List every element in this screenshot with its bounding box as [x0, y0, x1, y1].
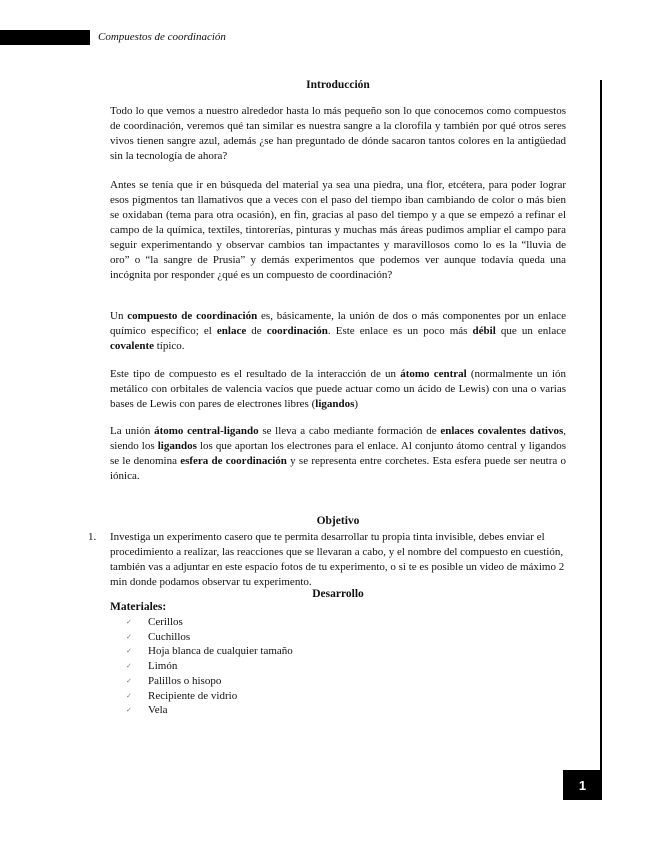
objective-list	[88, 530, 566, 590]
list-item	[126, 644, 293, 659]
header-bar	[0, 30, 90, 45]
list-item	[126, 630, 293, 645]
intro-heading: Introducción	[306, 79, 370, 91]
bold-term: enlaces covalentes dativos	[440, 425, 564, 437]
text-run: Este tipo de compuesto es el resultado de la interacción de un	[110, 368, 401, 380]
intro-paragraph-4	[110, 367, 566, 412]
list-item	[126, 615, 293, 630]
text-run: es, básicamente, la unión de dos o más componentes por un enlace químico específico; el	[110, 310, 566, 337]
margin-rule	[600, 80, 602, 770]
text-run: típico.	[153, 340, 185, 352]
material-text: Vela	[148, 704, 168, 717]
header-title: Compuestos de coordinación	[98, 31, 226, 43]
material-text: Hoja blanca de cualquier tamaño	[148, 645, 293, 658]
bold-term: ligandos	[315, 398, 355, 410]
list-item	[126, 674, 293, 689]
text-run: (normalmente un ión metálico con orbitales de valencia vacíos que puede actuar como un ácido de Lewis) con una o varias bases de Lewis con pares de electrones libres (	[110, 368, 567, 410]
list-item	[126, 659, 293, 674]
text-run: La unión	[110, 425, 155, 437]
bold-term: enlace	[216, 325, 247, 337]
bold-term: ligandos	[157, 440, 197, 452]
bullet-icon: ✓	[126, 632, 132, 641]
objective-item: Investiga un experimento casero que te permita desarrollar tu propia tinta invisible, debes enviar el procedimiento a realizar, las reacciones que se llevaran a cabo, y el nombre del compuesto en cuestión, también vas a adjuntar en este espacio fotos de tu experimento, o si te es posible un video de máximo 2 min donde podamos observar tu experimento.	[110, 531, 565, 588]
bullet-icon: ✓	[126, 662, 132, 671]
material-text: Palillos o hisopo	[148, 674, 222, 687]
text-run: los que aportan los electrones para el enlace. Al conjunto átomo central y ligandos se le denomina	[110, 440, 566, 467]
objective-heading: Objetivo	[316, 515, 360, 527]
list-number: 1.	[88, 531, 97, 543]
bold-term: covalente	[110, 340, 154, 352]
text-run: de	[246, 325, 267, 337]
list-item	[126, 689, 293, 704]
text-run: se lleva a cabo mediante formación de	[258, 425, 441, 437]
page-number: 1	[563, 770, 602, 800]
text-run: . Este enlace es un poco más	[327, 325, 473, 337]
intro-paragraph-3	[110, 309, 566, 354]
bullet-icon: ✓	[126, 691, 132, 700]
text-run: , siendo los	[110, 425, 566, 452]
development-heading: Desarrollo	[312, 588, 364, 600]
intro-paragraph-1: Todo lo que vemos a nuestro alrededor hasta lo más pequeño son lo que conocemos como compuestos de coordinación, veremos qué tan similar es nuestra sangre a la clorofila y también por qué otros seres vivos tienen sangre azul, además ¿se han preguntado de dónde sacaron tantos colores en la antigüedad sin la tecnología de ahora?	[110, 105, 566, 162]
bold-term: débil	[472, 325, 496, 337]
materials-list	[126, 615, 293, 718]
materials-label: Materiales:	[110, 601, 167, 613]
bold-term: compuesto de coordinación	[127, 310, 258, 322]
bold-term: átomo central	[400, 368, 467, 380]
text-run: y se representa entre corchetes. Esta esfera puede ser neutra o iónica.	[110, 455, 567, 482]
material-text: Limón	[148, 660, 178, 673]
material-text: Cerillos	[148, 616, 183, 628]
intro-paragraph-2: Antes se tenía que ir en búsqueda del material ya sea una piedra, una flor, etcétera, para poder lograr esos pigmentos tan llamativos que a veces con el paso del tiempo iban cambiando de color o más bien se oxidaban (tema para otra ocasión), en fin, gracias al paso del tiempo y a que se empezó a refinar el campo de la química, textiles, tintorerías, pinturas y muchas más áreas pudimos ampliar el campo para seguir experimentando y observar cambios tan impactantes y maravillosos como lo es la “lluvia de oro” o “la sangre de Prusia” y demás experimentos que podemos ver aunque todavía queda una incógnita por responder ¿qué es un compuesto de coordinación?	[110, 179, 566, 281]
intro-paragraph-5	[110, 424, 566, 484]
bold-term: átomo central-ligando	[154, 425, 259, 437]
bold-term: esfera de coordinación	[180, 455, 287, 467]
bold-term: coordinación	[266, 325, 328, 337]
text-run: )	[354, 398, 359, 410]
material-text: Recipiente de vidrio	[148, 689, 238, 702]
text-run: que un enlace	[495, 325, 567, 337]
text-run: Un	[110, 310, 128, 322]
list-item	[126, 703, 293, 718]
bullet-icon: ✓	[126, 647, 132, 656]
bullet-icon: ✓	[126, 618, 132, 626]
material-text: Cuchillos	[148, 630, 191, 643]
bullet-icon: ✓	[126, 706, 132, 715]
bullet-icon: ✓	[126, 676, 132, 685]
